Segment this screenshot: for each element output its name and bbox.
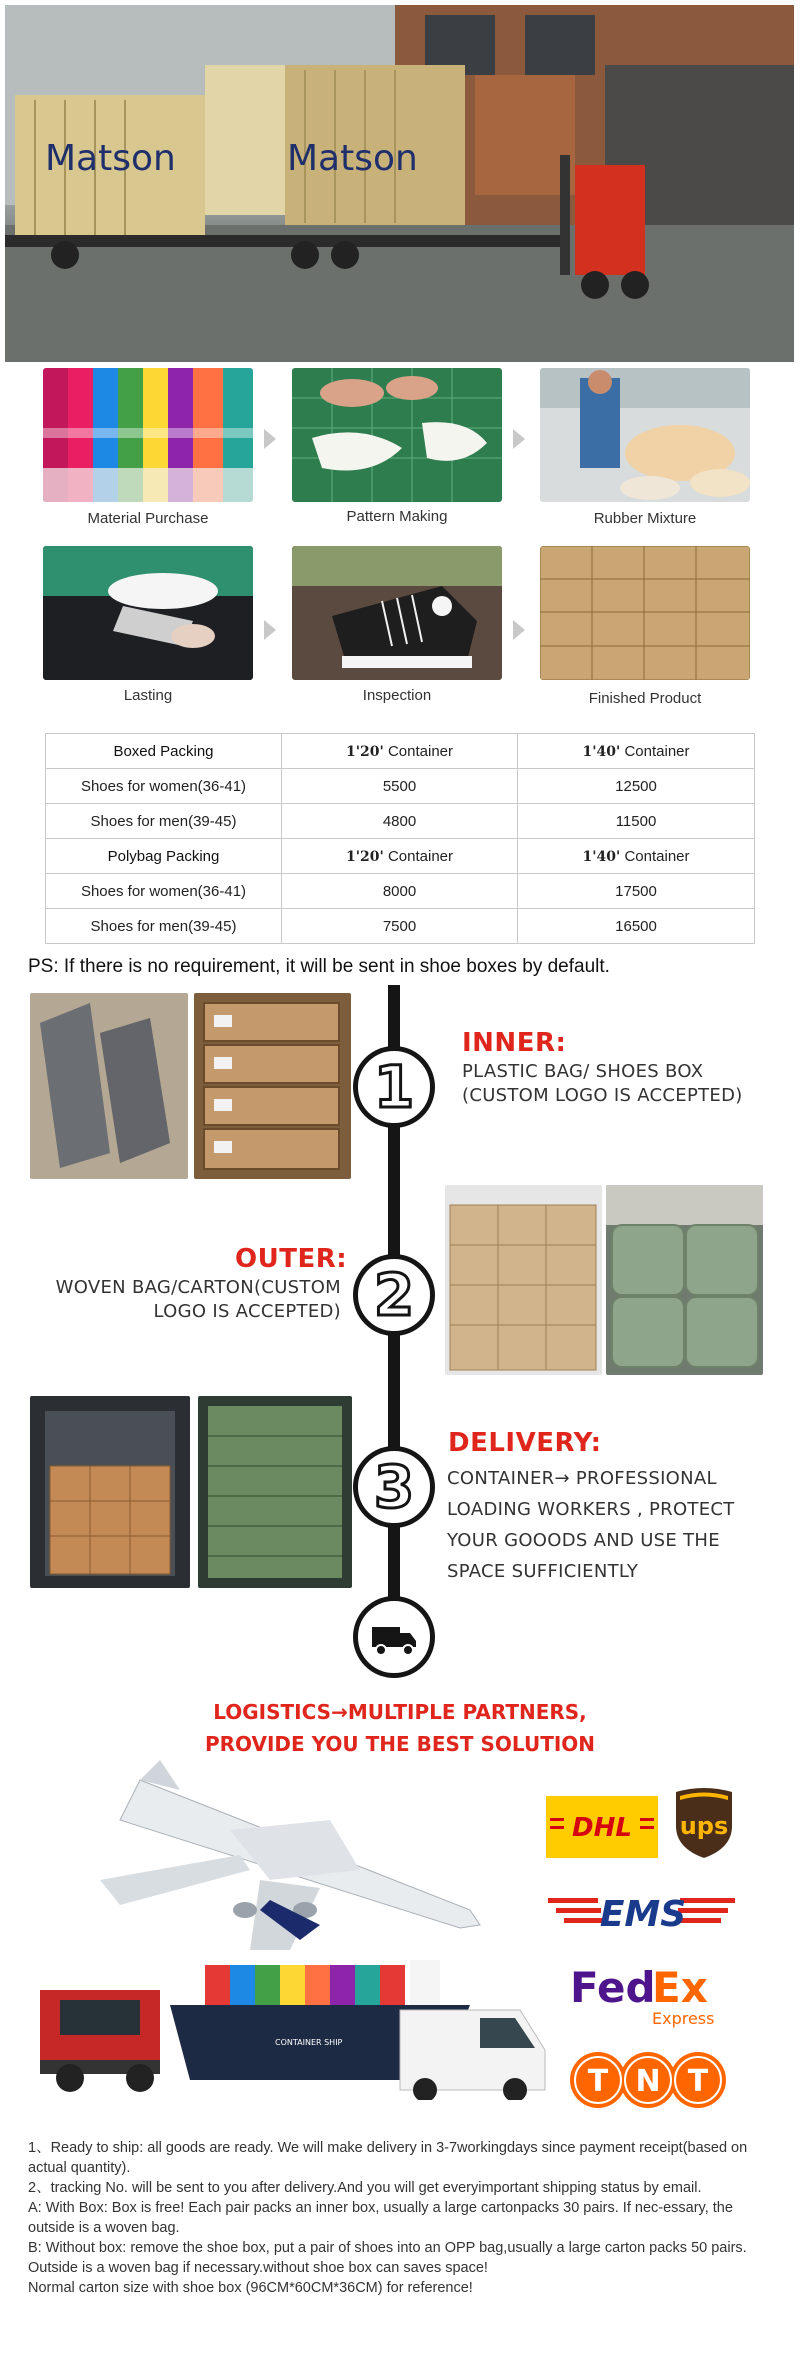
svg-text:Express: Express xyxy=(652,2009,715,2028)
step2-photo-woven-bags xyxy=(606,1185,763,1375)
table-cell-label: Shoes for men(39-45) xyxy=(46,804,282,839)
table-section-title: Polybag Packing xyxy=(46,839,282,874)
dhl-logo xyxy=(546,1796,658,1858)
step3-photo-container-bags xyxy=(198,1396,352,1588)
step-number: 3 xyxy=(373,1453,415,1521)
table-cell-value: 5500 xyxy=(282,769,518,804)
process-label-lasting: Lasting xyxy=(123,687,173,704)
chevron-right-icon xyxy=(507,618,531,642)
lasting-image xyxy=(43,546,253,680)
note-line: A: With Box: Box is free! Each pair packs an inner box, usually a large cartonpacks 30 pairs. If nec-essary, the outside is a woven bag. xyxy=(28,2200,733,2236)
process-photo-finished-product xyxy=(540,546,750,680)
truck-icon xyxy=(368,1611,420,1663)
table-cell-value: 7500 xyxy=(282,909,518,944)
chevron-right-icon xyxy=(507,427,531,451)
ems-logo xyxy=(548,1884,738,1936)
delivery-truck-badge xyxy=(353,1596,435,1678)
step-number-badge xyxy=(353,1446,435,1528)
table-column-header: 1'40' Container xyxy=(518,734,755,769)
tnt-logo xyxy=(568,2048,728,2112)
chevron-right-icon xyxy=(258,618,282,642)
step1-photo-plastic-bags xyxy=(30,993,188,1179)
table-column-header: 1'20' Container xyxy=(282,734,518,769)
table-cell-value: 12500 xyxy=(518,769,755,804)
svg-text:ups: ups xyxy=(679,1812,729,1840)
table-cell-label: Shoes for women(36-41) xyxy=(46,769,282,804)
logistics-heading: LOGISTICS→MULTIPLE PARTNERS, PROVIDE YOU THE BEST SOLUTION xyxy=(204,1700,596,1756)
cutting-mat-image xyxy=(292,368,502,502)
step-number: 1 xyxy=(373,1053,415,1121)
step1-title: INNER: xyxy=(462,1028,567,1058)
process-photo-lasting xyxy=(43,546,253,680)
process-label-material-purchase: Material Purchase xyxy=(87,510,209,527)
table-row xyxy=(46,874,755,909)
process-label-rubber-mixture: Rubber Mixture xyxy=(593,510,697,527)
table-section-title: Boxed Packing xyxy=(46,734,282,769)
hero-illustration xyxy=(5,5,794,362)
table-row xyxy=(46,804,755,839)
shipping-notes xyxy=(28,2138,768,2298)
carton-stack-image xyxy=(540,546,750,680)
process-photo-rubber-mixture xyxy=(540,368,750,502)
table-cell-value: 16500 xyxy=(518,909,755,944)
table-cell-label: Shoes for men(39-45) xyxy=(46,909,282,944)
table-row xyxy=(46,909,755,944)
process-label-pattern-making: Pattern Making xyxy=(346,508,448,525)
table-row xyxy=(46,769,755,804)
step3-description: CONTAINER→ PROFESSIONAL LOADING WORKERS , PROTECT YOUR GOOODS AND USE THE SPACE SUFFICIENTLY xyxy=(447,1468,735,1582)
step1-description: PLASTIC BAG/ SHOES BOX (CUSTOM LOGO IS ACCEPTED) xyxy=(462,1061,743,1106)
rubber-mixing-image xyxy=(540,368,750,502)
process-label-finished-product: Finished Product xyxy=(588,690,702,707)
note-line: 2、tracking No. will be sent to you after delivery.And you will get everyimportant shipping status by email. xyxy=(28,2180,702,2196)
step2-photo-cartons xyxy=(445,1185,602,1375)
step3-title: DELIVERY: xyxy=(448,1428,602,1458)
note-line: Normal carton size with shoe box (96CM*60CM*36CM) for reference! xyxy=(28,2280,473,2296)
table-header-row xyxy=(46,734,755,769)
inspection-image xyxy=(292,546,502,680)
step-number-badge xyxy=(353,1046,435,1128)
note-line: 1、Ready to ship: all goods are ready. We will make delivery in 3-7workingdays since payment receipt(based on actual quantity). xyxy=(28,2140,748,2176)
process-photo-material-purchase xyxy=(43,368,253,502)
table-header-row xyxy=(46,839,755,874)
svg-text:DHL: DHL xyxy=(572,1813,632,1843)
transport-illustration xyxy=(0,1760,560,2100)
table-cell-value: 17500 xyxy=(518,874,755,909)
step2-title: OUTER: xyxy=(235,1244,348,1274)
process-label-inspection: Inspection xyxy=(362,687,432,704)
ship-name: CONTAINER SHIP xyxy=(275,2038,343,2047)
table-column-header: 1'40' Container xyxy=(518,839,755,874)
hero-brand-right: Matson xyxy=(287,138,418,179)
svg-text:EMS: EMS xyxy=(599,1894,687,1935)
ups-logo xyxy=(672,1786,736,1860)
svg-text:Fed: Fed xyxy=(570,1963,656,2012)
hero-brand-left: Matson xyxy=(45,138,176,179)
fabric-rolls-image xyxy=(43,368,253,502)
table-cell-value: 8000 xyxy=(282,874,518,909)
step1-photo-shoe-boxes xyxy=(194,993,351,1179)
chevron-right-icon xyxy=(258,427,282,451)
svg-text:T: T xyxy=(587,2064,609,2099)
table-cell-value: 4800 xyxy=(282,804,518,839)
step2-description: WOVEN BAG/CARTON(CUSTOM LOGO IS ACCEPTED) xyxy=(55,1277,341,1322)
step3-photo-container-cartons xyxy=(30,1396,190,1588)
note-line: B: Without box: remove the shoe box, put a pair of shoes into an OPP bag,usually a large carton packs 50 pairs. Outside is a woven bag if necessary.without shoe box can saves space! xyxy=(28,2240,747,2276)
svg-text:T: T xyxy=(687,2064,709,2099)
step-number-badge xyxy=(353,1254,435,1336)
svg-text:Ex: Ex xyxy=(652,1963,708,2012)
process-photo-inspection xyxy=(292,546,502,680)
process-photo-pattern-making xyxy=(292,368,502,502)
hero-container-loading-photo xyxy=(5,5,794,362)
packing-quantity-table xyxy=(45,733,755,944)
table-cell-value: 11500 xyxy=(518,804,755,839)
table-column-header: 1'20' Container xyxy=(282,839,518,874)
step-number: 2 xyxy=(373,1261,415,1329)
svg-text:N: N xyxy=(635,2064,661,2099)
ps-note: PS: If there is no requirement, it will be sent in shoe boxes by default. xyxy=(28,956,610,977)
table-cell-label: Shoes for women(36-41) xyxy=(46,874,282,909)
fedex-logo xyxy=(570,1960,730,2030)
